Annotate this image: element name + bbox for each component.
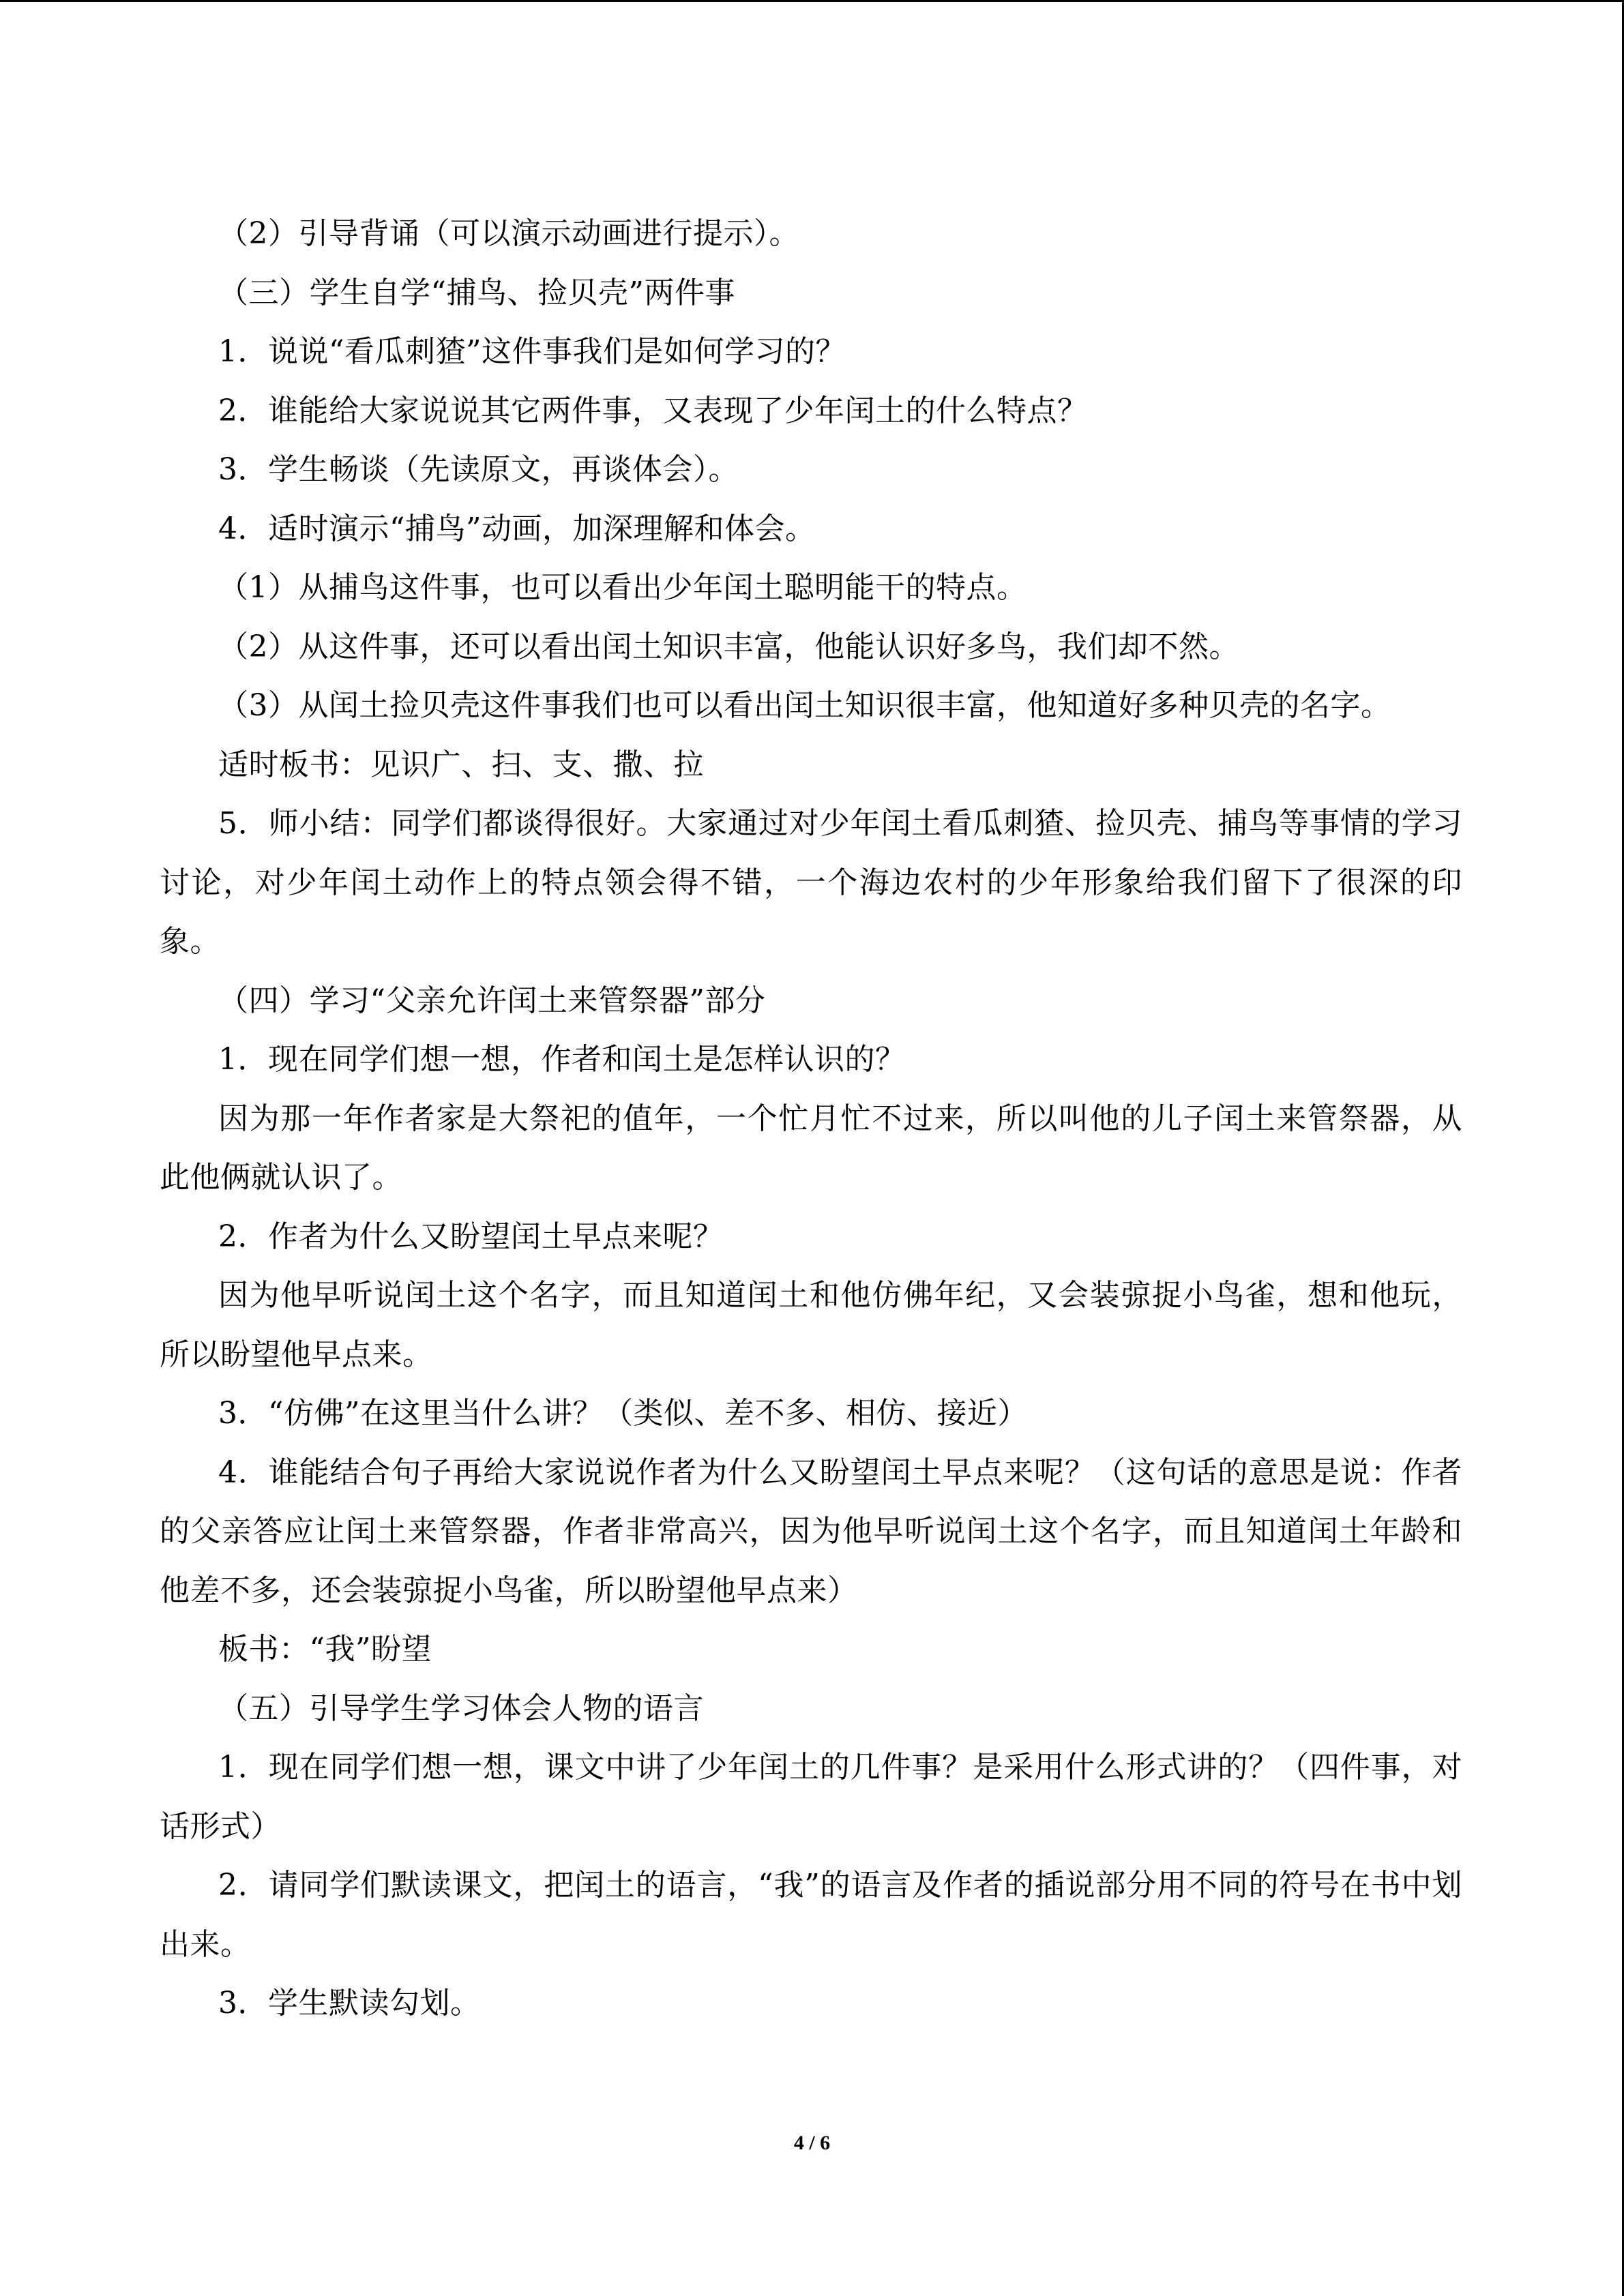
page-number: 4 / 6 [793, 2132, 831, 2154]
paragraph: 2．谁能给大家说说其它两件事，又表现了少年闰土的什么特点？ [218, 393, 1088, 428]
paragraph: （3）从闰土捡贝壳这件事我们也可以看出闰土知识很丰富，他知道好多种贝壳的名字。 [218, 688, 1391, 723]
blackboard-note: 板书：“我”盼望 [218, 1632, 432, 1667]
paragraph: 2．作者为什么又盼望闰土早点来呢？ [218, 1219, 724, 1254]
paragraph: 3．学生畅谈（先读原文，再谈体会）。 [218, 452, 739, 487]
paragraph: （1）从捕鸟这件事，也可以看出少年闰土聪明能干的特点。 [218, 570, 1027, 605]
paragraph: 因为他早听说闰土这个名字，而且知道闰土和他仿佛年纪，又会装弶捉小鸟雀，想和他玩，所以盼望他早点来。 [160, 1278, 1462, 1372]
paragraph: 1．说说“看瓜刺猹”这件事我们是如何学习的？ [218, 334, 846, 369]
top-border-line [0, 0, 1624, 2]
paragraph: （2）引导背诵（可以演示动画进行提示）。 [218, 216, 799, 251]
paragraph: 因为那一年作者家是大祭祀的值年，一个忙月忙不过来，所以叫他的儿子闰土来管祭器，从此他俩就认识了。 [160, 1101, 1462, 1195]
blackboard-note: 适时板书：见识广、扫、支、撒、拉 [218, 747, 704, 782]
section-heading: （五）引导学生学习体会人物的语言 [218, 1690, 704, 1726]
paragraph: 5．师小结：同学们都谈得很好。大家通过对少年闰土看瓜刺猹、捡贝壳、捕鸟等事情的学习讨论，对少年闰土动作上的特点领会得不错，一个海边农村的少年形象给我们留下了很深的印象。 [160, 806, 1462, 959]
paragraph: （2）从这件事，还可以看出闰土知识丰富，他能认识好多鸟，我们却不然。 [218, 629, 1239, 664]
paragraph: 4．谁能结合句子再给大家说说作者为什么又盼望闰土早点来呢？（这句话的意思是说：作者的父亲答应让闰土来管祭器，作者非常高兴，因为他早听说闰土这个名字，而且知道闰土年龄和他差不多，还会装弶捉小鸟雀，所以盼望他早点来） [160, 1455, 1462, 1608]
section-heading: （四）学习“父亲允许闰土来管祭器”部分 [218, 983, 766, 1018]
paragraph: 2．请同学们默读课文，把闰土的语言，“我”的语言及作者的插说部分用不同的符号在书中划出来。 [160, 1868, 1462, 1962]
section-heading: （三）学生自学“捕鸟、捡贝壳”两件事 [218, 275, 735, 310]
paragraph: 4．适时演示“捕鸟”动画，加深理解和体会。 [218, 511, 816, 546]
paragraph: 3．学生默读勾划。 [218, 1986, 481, 2021]
paragraph: 3．“仿佛”在这里当什么讲？（类似、差不多、相仿、接近） [218, 1396, 1028, 1431]
document-body [160, 205, 1462, 2033]
paragraph: 1．现在同学们想一想，课文中讲了少年闰土的几件事？是采用什么形式讲的？（四件事，对话形式） [160, 1750, 1462, 1844]
paragraph: 1．现在同学们想一想，作者和闰土是怎样认识的？ [218, 1042, 906, 1077]
